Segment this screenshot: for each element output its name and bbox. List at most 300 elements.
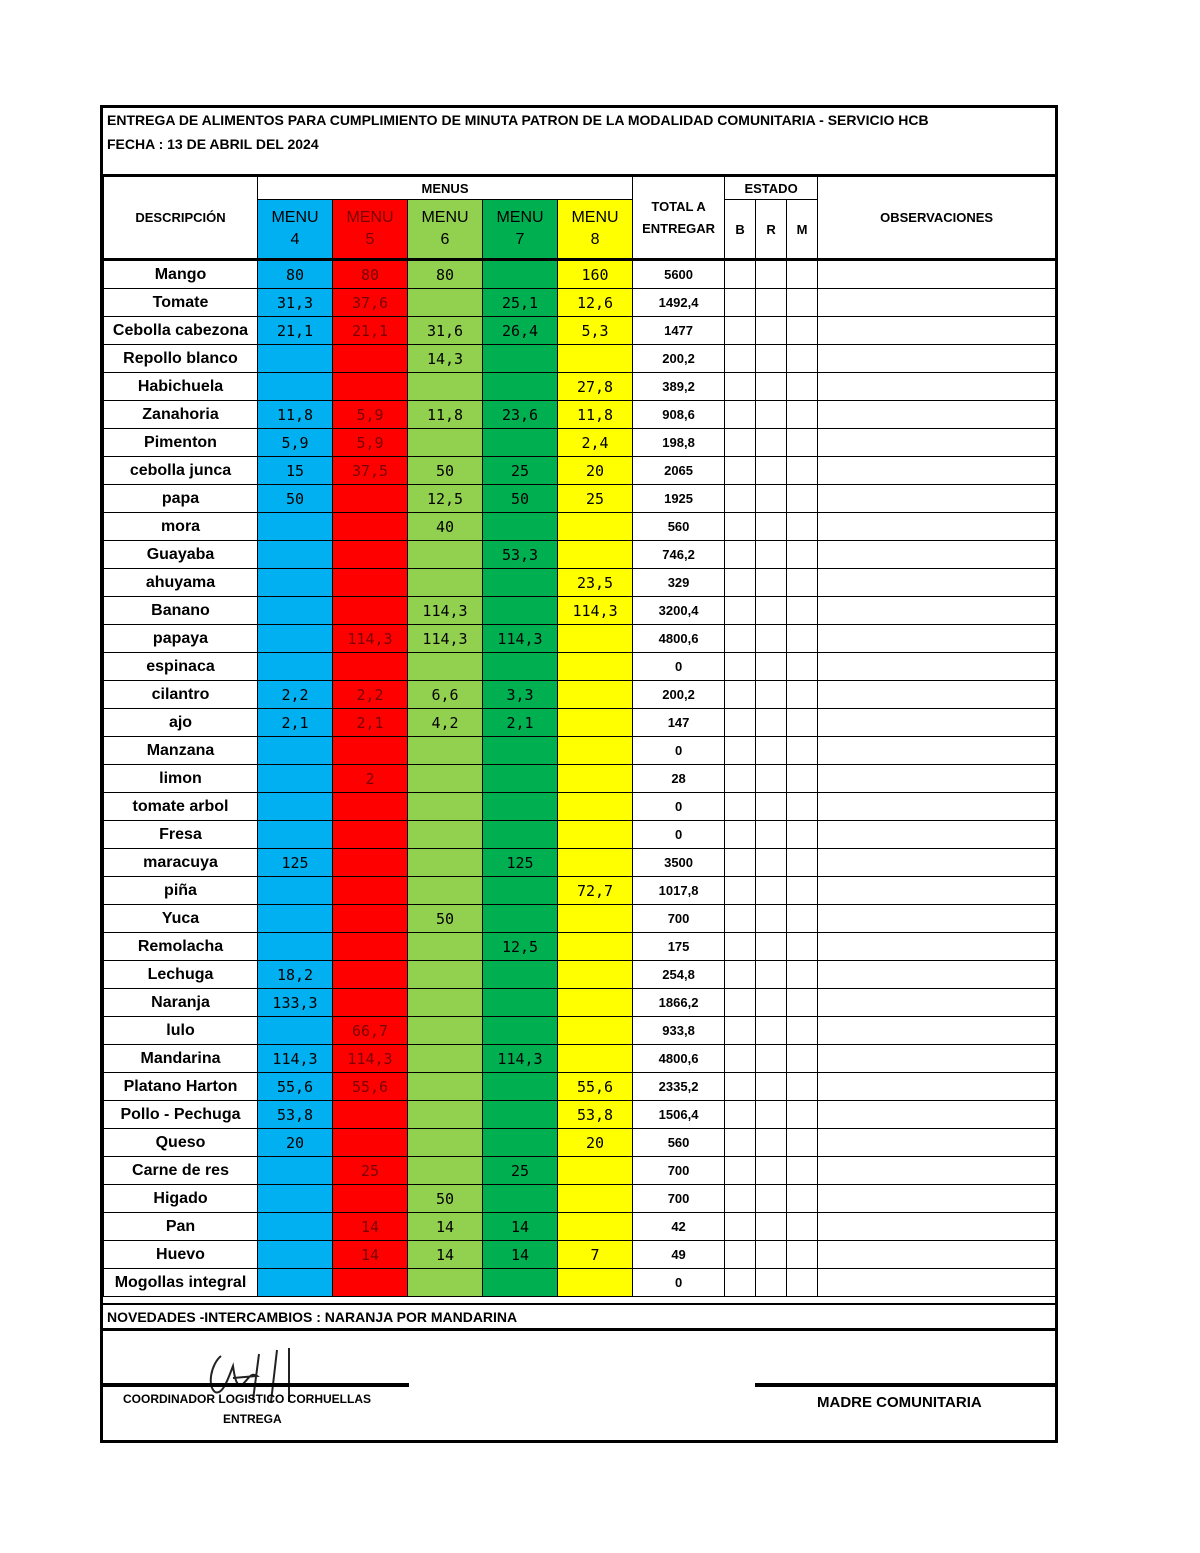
menu-5-value: 2 xyxy=(333,765,408,793)
total-value: 1477 xyxy=(633,317,725,345)
estado-m-cell[interactable] xyxy=(787,905,818,933)
menu-4-value: 125 xyxy=(258,849,333,877)
estado-r-cell[interactable] xyxy=(756,961,787,989)
menu-8-value: 11,8 xyxy=(558,401,633,429)
observaciones-cell[interactable] xyxy=(818,821,1056,849)
estado-b-cell[interactable] xyxy=(725,653,756,681)
estado-m-cell[interactable] xyxy=(787,625,818,653)
item-name: Naranja xyxy=(104,989,258,1017)
estado-r-cell[interactable] xyxy=(756,877,787,905)
table-row xyxy=(104,821,1056,849)
observaciones-cell[interactable] xyxy=(818,709,1056,737)
estado-r-cell[interactable] xyxy=(756,625,787,653)
estado-m-cell[interactable] xyxy=(787,821,818,849)
total-value: 5600 xyxy=(633,260,725,289)
item-name: Queso xyxy=(104,1129,258,1157)
col-menus: MENUS xyxy=(258,176,633,200)
estado-b-cell[interactable] xyxy=(725,1269,756,1297)
observaciones-cell[interactable] xyxy=(818,289,1056,317)
menu-6-value: 114,3 xyxy=(408,625,483,653)
estado-m-cell[interactable] xyxy=(787,373,818,401)
menu-4-value xyxy=(258,877,333,905)
estado-r-cell[interactable] xyxy=(756,1213,787,1241)
observaciones-cell[interactable] xyxy=(818,457,1056,485)
menu-6-value: 14,3 xyxy=(408,345,483,373)
observaciones-cell[interactable] xyxy=(818,793,1056,821)
observaciones-cell[interactable] xyxy=(818,569,1056,597)
estado-m-cell[interactable] xyxy=(787,345,818,373)
estado-r-cell[interactable] xyxy=(756,1017,787,1045)
menu-5-value xyxy=(333,877,408,905)
table-row xyxy=(104,877,1056,905)
menu-5-value: 66,7 xyxy=(333,1017,408,1045)
col-total-line2: ENTREGAR xyxy=(642,220,716,236)
observaciones-cell[interactable] xyxy=(818,989,1056,1017)
observaciones-cell[interactable] xyxy=(818,485,1056,513)
menu-5-value xyxy=(333,1269,408,1297)
menu-4-num: 4 xyxy=(290,231,300,248)
menu-7-value: 125 xyxy=(483,849,558,877)
menu-8-value xyxy=(558,1213,633,1241)
estado-b-cell[interactable] xyxy=(725,765,756,793)
estado-m-cell[interactable] xyxy=(787,597,818,625)
total-value: 28 xyxy=(633,765,725,793)
estado-b-cell[interactable] xyxy=(725,317,756,345)
menu-7-value: 53,3 xyxy=(483,541,558,569)
estado-r-cell[interactable] xyxy=(756,653,787,681)
estado-m-cell[interactable] xyxy=(787,1073,818,1101)
novedades-text: NOVEDADES -INTERCAMBIOS : NARANJA POR MANDARINA xyxy=(107,1309,518,1325)
observaciones-cell[interactable] xyxy=(818,429,1056,457)
menu-5-value: 37,5 xyxy=(333,457,408,485)
item-name: Higado xyxy=(104,1185,258,1213)
menu-8-value xyxy=(558,709,633,737)
observaciones-cell[interactable] xyxy=(818,1017,1056,1045)
estado-b: B xyxy=(725,200,756,260)
menu-5-value xyxy=(333,569,408,597)
estado-b-cell[interactable] xyxy=(725,541,756,569)
table-row xyxy=(104,373,1056,401)
estado-r-cell[interactable] xyxy=(756,989,787,1017)
menu-6-word: MENU xyxy=(421,209,469,226)
estado-r-cell[interactable] xyxy=(756,1269,787,1297)
estado-m-cell[interactable] xyxy=(787,877,818,905)
menu-7-value xyxy=(483,989,558,1017)
estado-r-cell[interactable] xyxy=(756,1241,787,1269)
menu-6-value: 50 xyxy=(408,1185,483,1213)
menu-5-value: 114,3 xyxy=(333,625,408,653)
estado-b-cell[interactable] xyxy=(725,961,756,989)
table-row xyxy=(104,681,1056,709)
estado-b-cell[interactable] xyxy=(725,1045,756,1073)
estado-m-cell[interactable] xyxy=(787,1045,818,1073)
col-descripcion: DESCRIPCIÓN xyxy=(104,176,258,260)
estado-r-cell[interactable] xyxy=(756,401,787,429)
estado-b-cell[interactable] xyxy=(725,625,756,653)
observaciones-cell[interactable] xyxy=(818,317,1056,345)
estado-m-cell[interactable] xyxy=(787,765,818,793)
estado-b-cell[interactable] xyxy=(725,821,756,849)
table-row xyxy=(104,709,1056,737)
menu-4-value: 50 xyxy=(258,485,333,513)
observaciones-cell[interactable] xyxy=(818,1269,1056,1297)
menu-4-value xyxy=(258,513,333,541)
menu-5-value: 114,3 xyxy=(333,1045,408,1073)
item-name: tomate arbol xyxy=(104,793,258,821)
menu-7-value: 12,5 xyxy=(483,933,558,961)
estado-b-cell[interactable] xyxy=(725,1213,756,1241)
menu-7-value xyxy=(483,765,558,793)
menu-4-value xyxy=(258,625,333,653)
menu-8-value xyxy=(558,653,633,681)
delivery-sheet xyxy=(100,105,1058,1443)
item-name: Pollo - Pechuga xyxy=(104,1101,258,1129)
menu-7-value: 14 xyxy=(483,1213,558,1241)
total-value: 1866,2 xyxy=(633,989,725,1017)
estado-m-cell[interactable] xyxy=(787,317,818,345)
menu-5-value: 37,6 xyxy=(333,289,408,317)
estado-m-cell[interactable] xyxy=(787,1213,818,1241)
estado-r-cell[interactable] xyxy=(756,457,787,485)
table-row xyxy=(104,737,1056,765)
menu-4-value xyxy=(258,905,333,933)
table-row xyxy=(104,961,1056,989)
item-name: piña xyxy=(104,877,258,905)
observaciones-cell[interactable] xyxy=(818,401,1056,429)
total-value: 746,2 xyxy=(633,541,725,569)
estado-b-cell[interactable] xyxy=(725,905,756,933)
menu-8-value xyxy=(558,933,633,961)
estado-m-cell[interactable] xyxy=(787,653,818,681)
item-name: Manzana xyxy=(104,737,258,765)
menu-8-value xyxy=(558,1157,633,1185)
estado-m-cell[interactable] xyxy=(787,681,818,709)
menu-4-value: 80 xyxy=(258,260,333,289)
estado-r-cell[interactable] xyxy=(756,541,787,569)
estado-r-cell[interactable] xyxy=(756,933,787,961)
estado-b-cell[interactable] xyxy=(725,513,756,541)
menu-8-value xyxy=(558,1017,633,1045)
estado-b-cell[interactable] xyxy=(725,933,756,961)
menu-4-value xyxy=(258,1269,333,1297)
estado-m-cell[interactable] xyxy=(787,485,818,513)
estado-b-cell[interactable] xyxy=(725,401,756,429)
estado-r-cell[interactable] xyxy=(756,793,787,821)
menu-4-value xyxy=(258,597,333,625)
menu-6-value xyxy=(408,569,483,597)
menu-4-value xyxy=(258,765,333,793)
estado-r-cell[interactable] xyxy=(756,289,787,317)
menu-6-value: 50 xyxy=(408,457,483,485)
estado-b-cell[interactable] xyxy=(725,877,756,905)
menu-8-value: 5,3 xyxy=(558,317,633,345)
menu-8-value xyxy=(558,1269,633,1297)
estado-b-cell[interactable] xyxy=(725,849,756,877)
menu-6-value xyxy=(408,1101,483,1129)
total-value: 700 xyxy=(633,1185,725,1213)
menu-6-value: 31,6 xyxy=(408,317,483,345)
estado-m-cell[interactable] xyxy=(787,1241,818,1269)
menu-5-value: 14 xyxy=(333,1241,408,1269)
estado-m-cell[interactable] xyxy=(787,541,818,569)
estado-b-cell[interactable] xyxy=(725,260,756,289)
menu-5-value: 14 xyxy=(333,1213,408,1241)
estado-r-cell[interactable] xyxy=(756,485,787,513)
estado-r-cell[interactable] xyxy=(756,569,787,597)
estado-b-cell[interactable] xyxy=(725,485,756,513)
menu-6-value xyxy=(408,933,483,961)
menu-6-value: 12,5 xyxy=(408,485,483,513)
estado-m-cell[interactable] xyxy=(787,709,818,737)
menu-8-header xyxy=(558,200,633,260)
observaciones-cell[interactable] xyxy=(818,1101,1056,1129)
observaciones-cell[interactable] xyxy=(818,345,1056,373)
menu-4-value xyxy=(258,1185,333,1213)
item-name: Fresa xyxy=(104,821,258,849)
estado-r-cell[interactable] xyxy=(756,1129,787,1157)
menu-4-value: 2,1 xyxy=(258,709,333,737)
observaciones-cell[interactable] xyxy=(818,260,1056,289)
menu-6-value xyxy=(408,653,483,681)
observaciones-cell[interactable] xyxy=(818,541,1056,569)
observaciones-cell[interactable] xyxy=(818,765,1056,793)
estado-r-cell[interactable] xyxy=(756,849,787,877)
item-name: Huevo xyxy=(104,1241,258,1269)
estado-r-cell[interactable] xyxy=(756,1073,787,1101)
estado-r-cell[interactable] xyxy=(756,737,787,765)
item-name: lulo xyxy=(104,1017,258,1045)
menu-7-value xyxy=(483,513,558,541)
estado-m-cell[interactable] xyxy=(787,1269,818,1297)
observaciones-cell[interactable] xyxy=(818,597,1056,625)
observaciones-cell[interactable] xyxy=(818,1185,1056,1213)
estado-r-cell[interactable] xyxy=(756,1101,787,1129)
menu-4-value: 5,9 xyxy=(258,429,333,457)
estado-b-cell[interactable] xyxy=(725,793,756,821)
estado-r-cell[interactable] xyxy=(756,429,787,457)
item-name: cilantro xyxy=(104,681,258,709)
menu-7-value: 23,6 xyxy=(483,401,558,429)
observaciones-cell[interactable] xyxy=(818,653,1056,681)
estado-m-cell[interactable] xyxy=(787,737,818,765)
menu-7-value: 3,3 xyxy=(483,681,558,709)
menu-5-value xyxy=(333,485,408,513)
estado-b-cell[interactable] xyxy=(725,289,756,317)
menu-5-num: 5 xyxy=(365,231,375,248)
observaciones-cell[interactable] xyxy=(818,961,1056,989)
estado-b-cell[interactable] xyxy=(725,597,756,625)
estado-r-cell[interactable] xyxy=(756,905,787,933)
estado-m-cell[interactable] xyxy=(787,793,818,821)
table-row xyxy=(104,260,1056,289)
madre-label: MADRE COMUNITARIA xyxy=(817,1394,982,1411)
observaciones-cell[interactable] xyxy=(818,905,1056,933)
estado-b-cell[interactable] xyxy=(725,1129,756,1157)
estado-m-cell[interactable] xyxy=(787,569,818,597)
menu-5-value xyxy=(333,793,408,821)
estado-m-cell[interactable] xyxy=(787,1157,818,1185)
observaciones-cell[interactable] xyxy=(818,625,1056,653)
observaciones-cell[interactable] xyxy=(818,1129,1056,1157)
total-value: 0 xyxy=(633,653,725,681)
estado-b-cell[interactable] xyxy=(725,1157,756,1185)
menu-8-value: 2,4 xyxy=(558,429,633,457)
menu-6-value: 114,3 xyxy=(408,597,483,625)
table-row xyxy=(104,765,1056,793)
table-row xyxy=(104,345,1056,373)
menu-5-word: MENU xyxy=(346,209,394,226)
estado-m-cell[interactable] xyxy=(787,1185,818,1213)
menu-8-value: 53,8 xyxy=(558,1101,633,1129)
menu-6-value xyxy=(408,849,483,877)
estado-b-cell[interactable] xyxy=(725,1017,756,1045)
table-row xyxy=(104,905,1056,933)
estado-b-cell[interactable] xyxy=(725,709,756,737)
sheet-date: FECHA : 13 DE ABRIL DEL 2024 xyxy=(107,136,319,152)
observaciones-cell[interactable] xyxy=(818,933,1056,961)
col-total xyxy=(633,176,725,260)
menu-4-value: 15 xyxy=(258,457,333,485)
estado-b-cell[interactable] xyxy=(725,345,756,373)
table-row xyxy=(104,1129,1056,1157)
menu-4-value: 18,2 xyxy=(258,961,333,989)
estado-m-cell[interactable] xyxy=(787,849,818,877)
menu-6-value: 14 xyxy=(408,1241,483,1269)
total-value: 908,6 xyxy=(633,401,725,429)
estado-b-cell[interactable] xyxy=(725,681,756,709)
estado-m-cell[interactable] xyxy=(787,289,818,317)
observaciones-cell[interactable] xyxy=(818,737,1056,765)
estado-m-cell[interactable] xyxy=(787,933,818,961)
menu-5-value xyxy=(333,737,408,765)
menu-4-value xyxy=(258,1241,333,1269)
menu-7-value xyxy=(483,905,558,933)
menu-6-value xyxy=(408,1045,483,1073)
menu-6-value xyxy=(408,429,483,457)
estado-b-cell[interactable] xyxy=(725,457,756,485)
menu-7-value xyxy=(483,793,558,821)
menu-6-value xyxy=(408,1073,483,1101)
estado-r-cell[interactable] xyxy=(756,1185,787,1213)
estado-r-cell[interactable] xyxy=(756,1045,787,1073)
estado-m-cell[interactable] xyxy=(787,513,818,541)
observaciones-cell[interactable] xyxy=(818,1213,1056,1241)
estado-b-cell[interactable] xyxy=(725,1241,756,1269)
item-name: Cebolla cabezona xyxy=(104,317,258,345)
estado-r-cell[interactable] xyxy=(756,260,787,289)
menu-7-value: 14 xyxy=(483,1241,558,1269)
estado-m-cell[interactable] xyxy=(787,961,818,989)
estado-b-cell[interactable] xyxy=(725,569,756,597)
observaciones-cell[interactable] xyxy=(818,1157,1056,1185)
item-name: limon xyxy=(104,765,258,793)
estado-r-cell[interactable] xyxy=(756,597,787,625)
menu-4-value xyxy=(258,653,333,681)
estado-b-cell[interactable] xyxy=(725,373,756,401)
menu-5-value xyxy=(333,345,408,373)
observaciones-cell[interactable] xyxy=(818,1045,1056,1073)
observaciones-cell[interactable] xyxy=(818,681,1056,709)
observaciones-cell[interactable] xyxy=(818,877,1056,905)
menu-8-value: 20 xyxy=(558,457,633,485)
item-name: ajo xyxy=(104,709,258,737)
estado-r-cell[interactable] xyxy=(756,821,787,849)
table-row xyxy=(104,569,1056,597)
estado-r-cell[interactable] xyxy=(756,317,787,345)
observaciones-cell[interactable] xyxy=(818,849,1056,877)
estado-r-cell[interactable] xyxy=(756,1157,787,1185)
menu-5-value: 5,9 xyxy=(333,401,408,429)
menu-7-value xyxy=(483,1017,558,1045)
estado-b-cell[interactable] xyxy=(725,989,756,1017)
estado-m-cell[interactable] xyxy=(787,1129,818,1157)
total-value: 3200,4 xyxy=(633,597,725,625)
estado-r-cell[interactable] xyxy=(756,765,787,793)
estado-m-cell[interactable] xyxy=(787,429,818,457)
estado-m-cell[interactable] xyxy=(787,1101,818,1129)
table-row xyxy=(104,317,1056,345)
menu-6-value: 40 xyxy=(408,513,483,541)
total-value: 49 xyxy=(633,1241,725,1269)
estado-b-cell[interactable] xyxy=(725,1101,756,1129)
food-table xyxy=(103,174,1056,1297)
observaciones-cell[interactable] xyxy=(818,513,1056,541)
estado-m-cell[interactable] xyxy=(787,989,818,1017)
menu-4-value xyxy=(258,793,333,821)
menu-4-value xyxy=(258,1157,333,1185)
estado-m-cell[interactable] xyxy=(787,401,818,429)
menu-7-value: 25,1 xyxy=(483,289,558,317)
table-row xyxy=(104,625,1056,653)
estado-b-cell[interactable] xyxy=(725,737,756,765)
estado-m-cell[interactable] xyxy=(787,1017,818,1045)
item-name: Platano Harton xyxy=(104,1073,258,1101)
estado-r-cell[interactable] xyxy=(756,345,787,373)
estado-m-cell[interactable] xyxy=(787,260,818,289)
estado-r-cell[interactable] xyxy=(756,373,787,401)
observaciones-cell[interactable] xyxy=(818,1073,1056,1101)
menu-7-value xyxy=(483,260,558,289)
menu-8-value xyxy=(558,625,633,653)
menu-5-value xyxy=(333,541,408,569)
observaciones-cell[interactable] xyxy=(818,1241,1056,1269)
menu-8-value: 23,5 xyxy=(558,569,633,597)
estado-b-cell[interactable] xyxy=(725,1185,756,1213)
estado-r-cell[interactable] xyxy=(756,709,787,737)
menu-7-value xyxy=(483,737,558,765)
estado-m-cell[interactable] xyxy=(787,457,818,485)
menu-7-value xyxy=(483,1073,558,1101)
estado-b-cell[interactable] xyxy=(725,1073,756,1101)
total-value: 933,8 xyxy=(633,1017,725,1045)
menu-5-value xyxy=(333,905,408,933)
table-row xyxy=(104,1185,1056,1213)
menu-6-value xyxy=(408,1157,483,1185)
menu-8-value: 72,7 xyxy=(558,877,633,905)
menu-8-value: 20 xyxy=(558,1129,633,1157)
menu-8-value xyxy=(558,345,633,373)
menu-8-value xyxy=(558,1185,633,1213)
menu-7-header xyxy=(483,200,558,260)
estado-r-cell[interactable] xyxy=(756,513,787,541)
total-value: 700 xyxy=(633,1157,725,1185)
observaciones-cell[interactable] xyxy=(818,373,1056,401)
menu-5-value xyxy=(333,989,408,1017)
estado-b-cell[interactable] xyxy=(725,429,756,457)
total-value: 0 xyxy=(633,793,725,821)
item-name: Banano xyxy=(104,597,258,625)
estado-r-cell[interactable] xyxy=(756,681,787,709)
